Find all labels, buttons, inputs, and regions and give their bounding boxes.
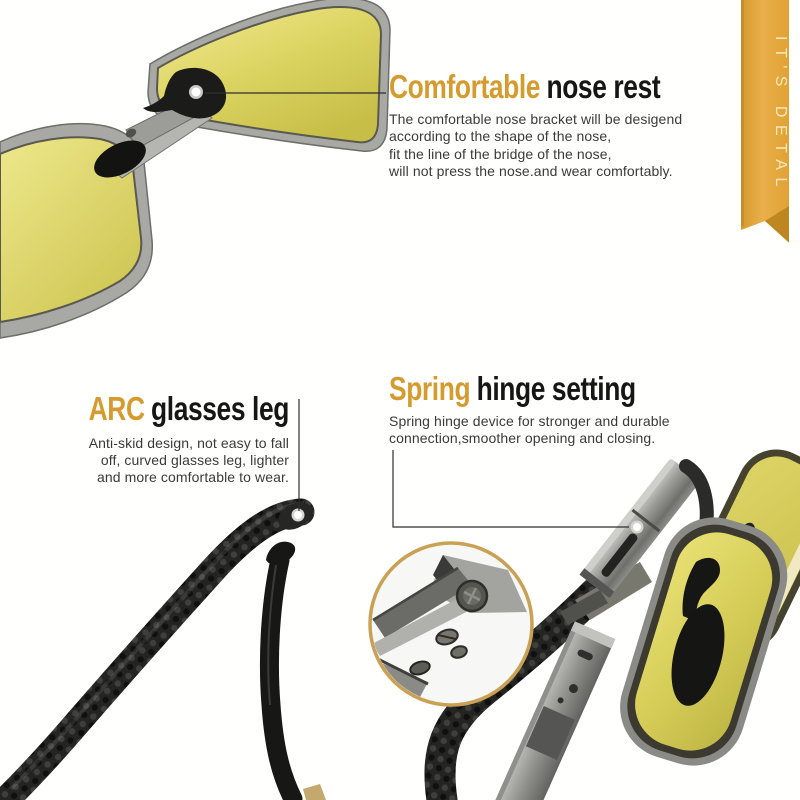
ribbon-label: IT'S DETAL (772, 36, 789, 194)
description-line: connection,smoother opening and closing. (389, 430, 656, 447)
description-line: fit the line of the bridge of the nose, (389, 145, 612, 162)
temple-arm-black (266, 542, 326, 800)
description-line: will not press the nose.and wear comfortably. (389, 163, 673, 180)
glasses-front-photo (0, 0, 390, 338)
feature-nose-rest-title-rest: nose rest (546, 68, 661, 105)
feature-spring-hinge-title-rest: hinge setting (476, 370, 636, 407)
feature-nose-rest (389, 70, 728, 181)
temple-tip-gold (303, 784, 326, 800)
description-line: The comfortable nose bracket will be desigend (389, 110, 683, 127)
feature-nose-rest-description (389, 111, 728, 181)
feature-nose-rest-title (389, 70, 660, 104)
glasses-folded-photo (560, 441, 800, 779)
leader-line-spring (393, 450, 629, 527)
feature-spring-hinge-description (389, 413, 697, 448)
feature-spring-hinge-title-highlight: Spring (389, 370, 471, 407)
marker-dot-arc (292, 509, 305, 522)
feature-nose-rest-title-highlight: Comfortable (389, 68, 541, 105)
description-line: Anti-skid design, not easy to fall (88, 434, 289, 451)
marker-dot-nose (189, 85, 203, 99)
feature-arc-leg (10, 392, 289, 487)
hinge-magnifier (370, 543, 532, 705)
description-line: according to the shape of the nose, (389, 128, 612, 145)
marker-dot-hinge (631, 521, 644, 534)
feature-arc-leg-description (10, 435, 289, 487)
feature-arc-leg-title-rest: glasses leg (151, 390, 289, 427)
feature-arc-leg-title-highlight: ARC (88, 390, 145, 427)
description-line: off, curved glasses leg, lighter (100, 452, 289, 469)
feature-arc-leg-title (66, 392, 289, 426)
feature-spring-hinge (389, 372, 697, 448)
description-line: and more comfortable to wear. (97, 469, 289, 486)
feature-spring-hinge-title (389, 372, 636, 406)
description-line: Spring hinge device for stronger and durable (389, 412, 670, 429)
